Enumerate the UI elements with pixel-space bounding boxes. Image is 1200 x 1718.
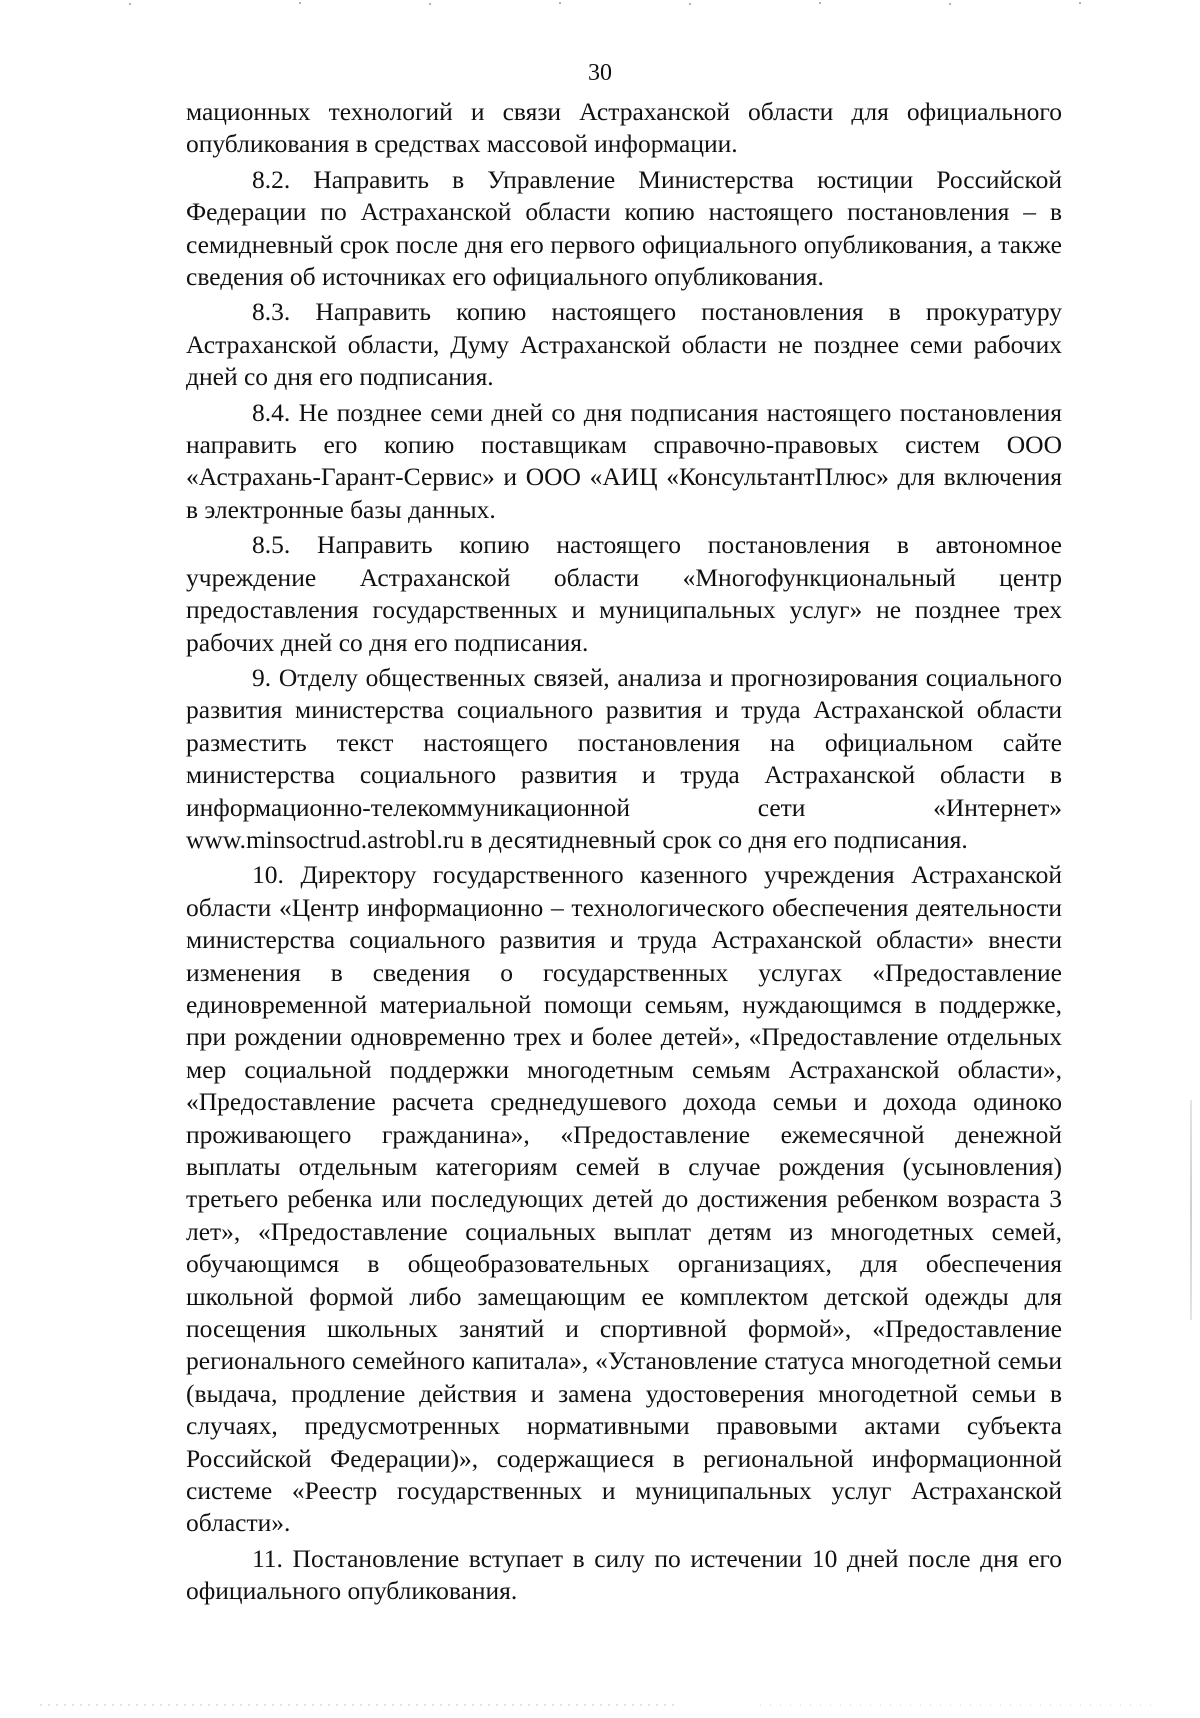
page-number: 30 <box>588 60 612 86</box>
paragraph-11: 11. Постановление вступает в силу по истечении 10 дней после дня его официального опубликования. <box>186 1543 1062 1606</box>
paragraph-8-3: 8.3. Направить копию настоящего постановления в прокуратуру Астраханской области, Думу Астраханской области не позднее семи рабочих дней со дня его подписания. <box>186 297 1062 392</box>
paragraph-8-2: 8.2. Направить в Управление Министерства юстиции Российской Федерации по Астраханской области копию настоящего постановления – в семидневный срок после дня его первого официального опубликования, а также сведения об источниках его официального опубликования. <box>186 164 1062 292</box>
scan-edge-shadow <box>1190 1100 1192 1320</box>
document-body <box>186 96 1062 1611</box>
paragraph-10: 10. Директору государственного казенного учреждения Астраханской области «Центр информационно – технологического обеспечения деятельности министерства социального развития и труда Астраханской области» внести изменения в сведения о государственных услугах «Предоставление единовременной материальной помощи семьям, нуждающимся в поддержке, при рождении одновременно трех и более детей», «Предоставление отдельных мер социальной поддержки многодетным семьям Астраханской области», «Предоставление расчета среднедушевого дохода семьи и дохода одиноко проживающего гражданина», «Предоставление ежемесячной денежной выплаты отдельным категориям семей в случае рождения (усыновления) третьего ребенка или последующих детей до достижения ребенком возраста 3 лет», «Предоставление социальных выплат детям из многодетных семей, обучающимся в общеобразовательных организациях, для обеспечения школьной формой либо замещающим ее комплектом детской одежды для посещения школьных занятий и спортивной формой», «Предоставление регионального семейного капитала», «Установление статуса многодетной семьи (выдача, продление действия и замена удостоверения многодетной семьи в случаях, предусмотренных нормативными правовыми актами субъекта Российской Федерации)», содержащиеся в региональной информационной системе «Реестр государственных и муниципальных услуг Астраханской области». <box>186 860 1062 1538</box>
paragraph-8-4: 8.4. Не позднее семи дней со дня подписания настоящего постановления направить его копию поставщикам справочно-правовых систем ООО «Астрахань-Гарант-Сервис» и ООО «АИЦ «КонсультантПлюс» для включения в электронные базы данных. <box>186 397 1062 524</box>
scan-bottom-artifacts <box>0 1700 1200 1710</box>
paragraph-9: 9. Отделу общественных связей, анализа и прогнозирования социального развития министерства социального развития и труда Астраханской области разместить текст настоящего постановления на официальном сайте министерства социального развития и труда Астраханской области в информационно-телекоммуникационной сети «Интернет» www.minsoctrud.astrobl.ru в десятидневный срок со дня его подписания. <box>186 662 1062 854</box>
paragraph-8-5: 8.5. Направить копию настоящего постановления в автономное учреждение Астраханской области «Многофункциональный центр предоставления государственных и муниципальных услуг» не позднее трех рабочих дней со дня его подписания. <box>186 530 1062 657</box>
paragraph-continuation: мационных технологий и связи Астраханской области для официального опубликования в средствах массовой информации. <box>186 97 1062 159</box>
scan-top-artifacts <box>0 0 1200 8</box>
